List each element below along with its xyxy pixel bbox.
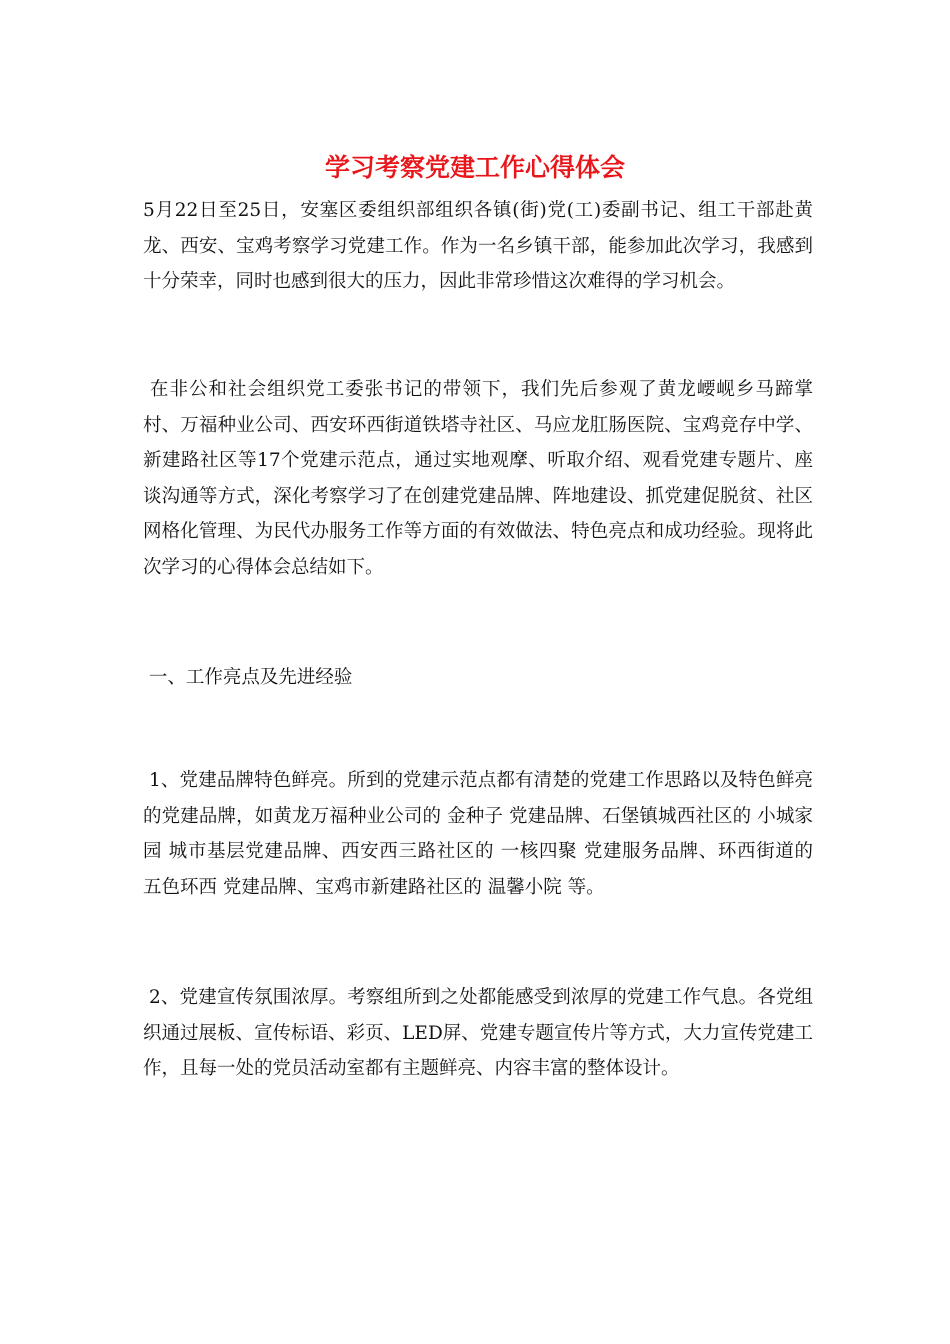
paragraph-visit-summary: 在非公和社会组织党工委张书记的带领下，我们先后参观了黄龙崾岘乡马蹄掌村、万福种业公司、西安环西街道铁塔寺社区、马应龙肛肠医院、宝鸡竞存中学、新建路社区等17个党建示范点，通过实地观摩、听取介绍、观看党建专题片、座谈沟通等方式，深化考察学习了在创建党建品牌、阵地建设、抓党建促脱贫、社区网格化管理、为民代办服务工作等方面的有效做法、特色亮点和成功经验。现将此次学习的心得体会总结如下。	[143, 379, 813, 578]
paragraph-intro: 5月22日至25日，安塞区委组织部组织各镇(街)党(工)委副书记、组工干部赴黄龙、西安、宝鸡考察学习党建工作。作为一名乡镇干部，能参加此次学习，我感到十分荣幸，同时也感到很大的压力，因此非常珍惜这次难得的学习机会。	[143, 200, 813, 292]
paragraph-point-1: 1、党建品牌特色鲜亮。所到的党建示范点都有清楚的党建工作思路以及特色鲜亮的党建品牌，如黄龙万福种业公司的 金种子 党建品牌、石堡镇城西社区的 小城家园 城市基层党建品牌、西安西三路社区的 一核四聚 党建服务品牌、环西街道的 五色环西 党建品牌、宝鸡市新建路社区的 温馨小院 等。	[143, 770, 819, 898]
document-title: 学习考察党建工作心得体会	[324, 153, 625, 182]
paragraph-point-2: 2、党建宣传氛围浓厚。考察组所到之处都能感受到浓厚的党建工作气息。各党组织通过展板、宣传标语、彩页、LED屏、党建专题宣传片等方式，大力宣传党建工作，且每一处的党员活动室都有主题鲜亮、内容丰富的整体设计。	[143, 987, 813, 1079]
section-heading-highlights: 一、工作亮点及先进经验	[143, 667, 353, 688]
